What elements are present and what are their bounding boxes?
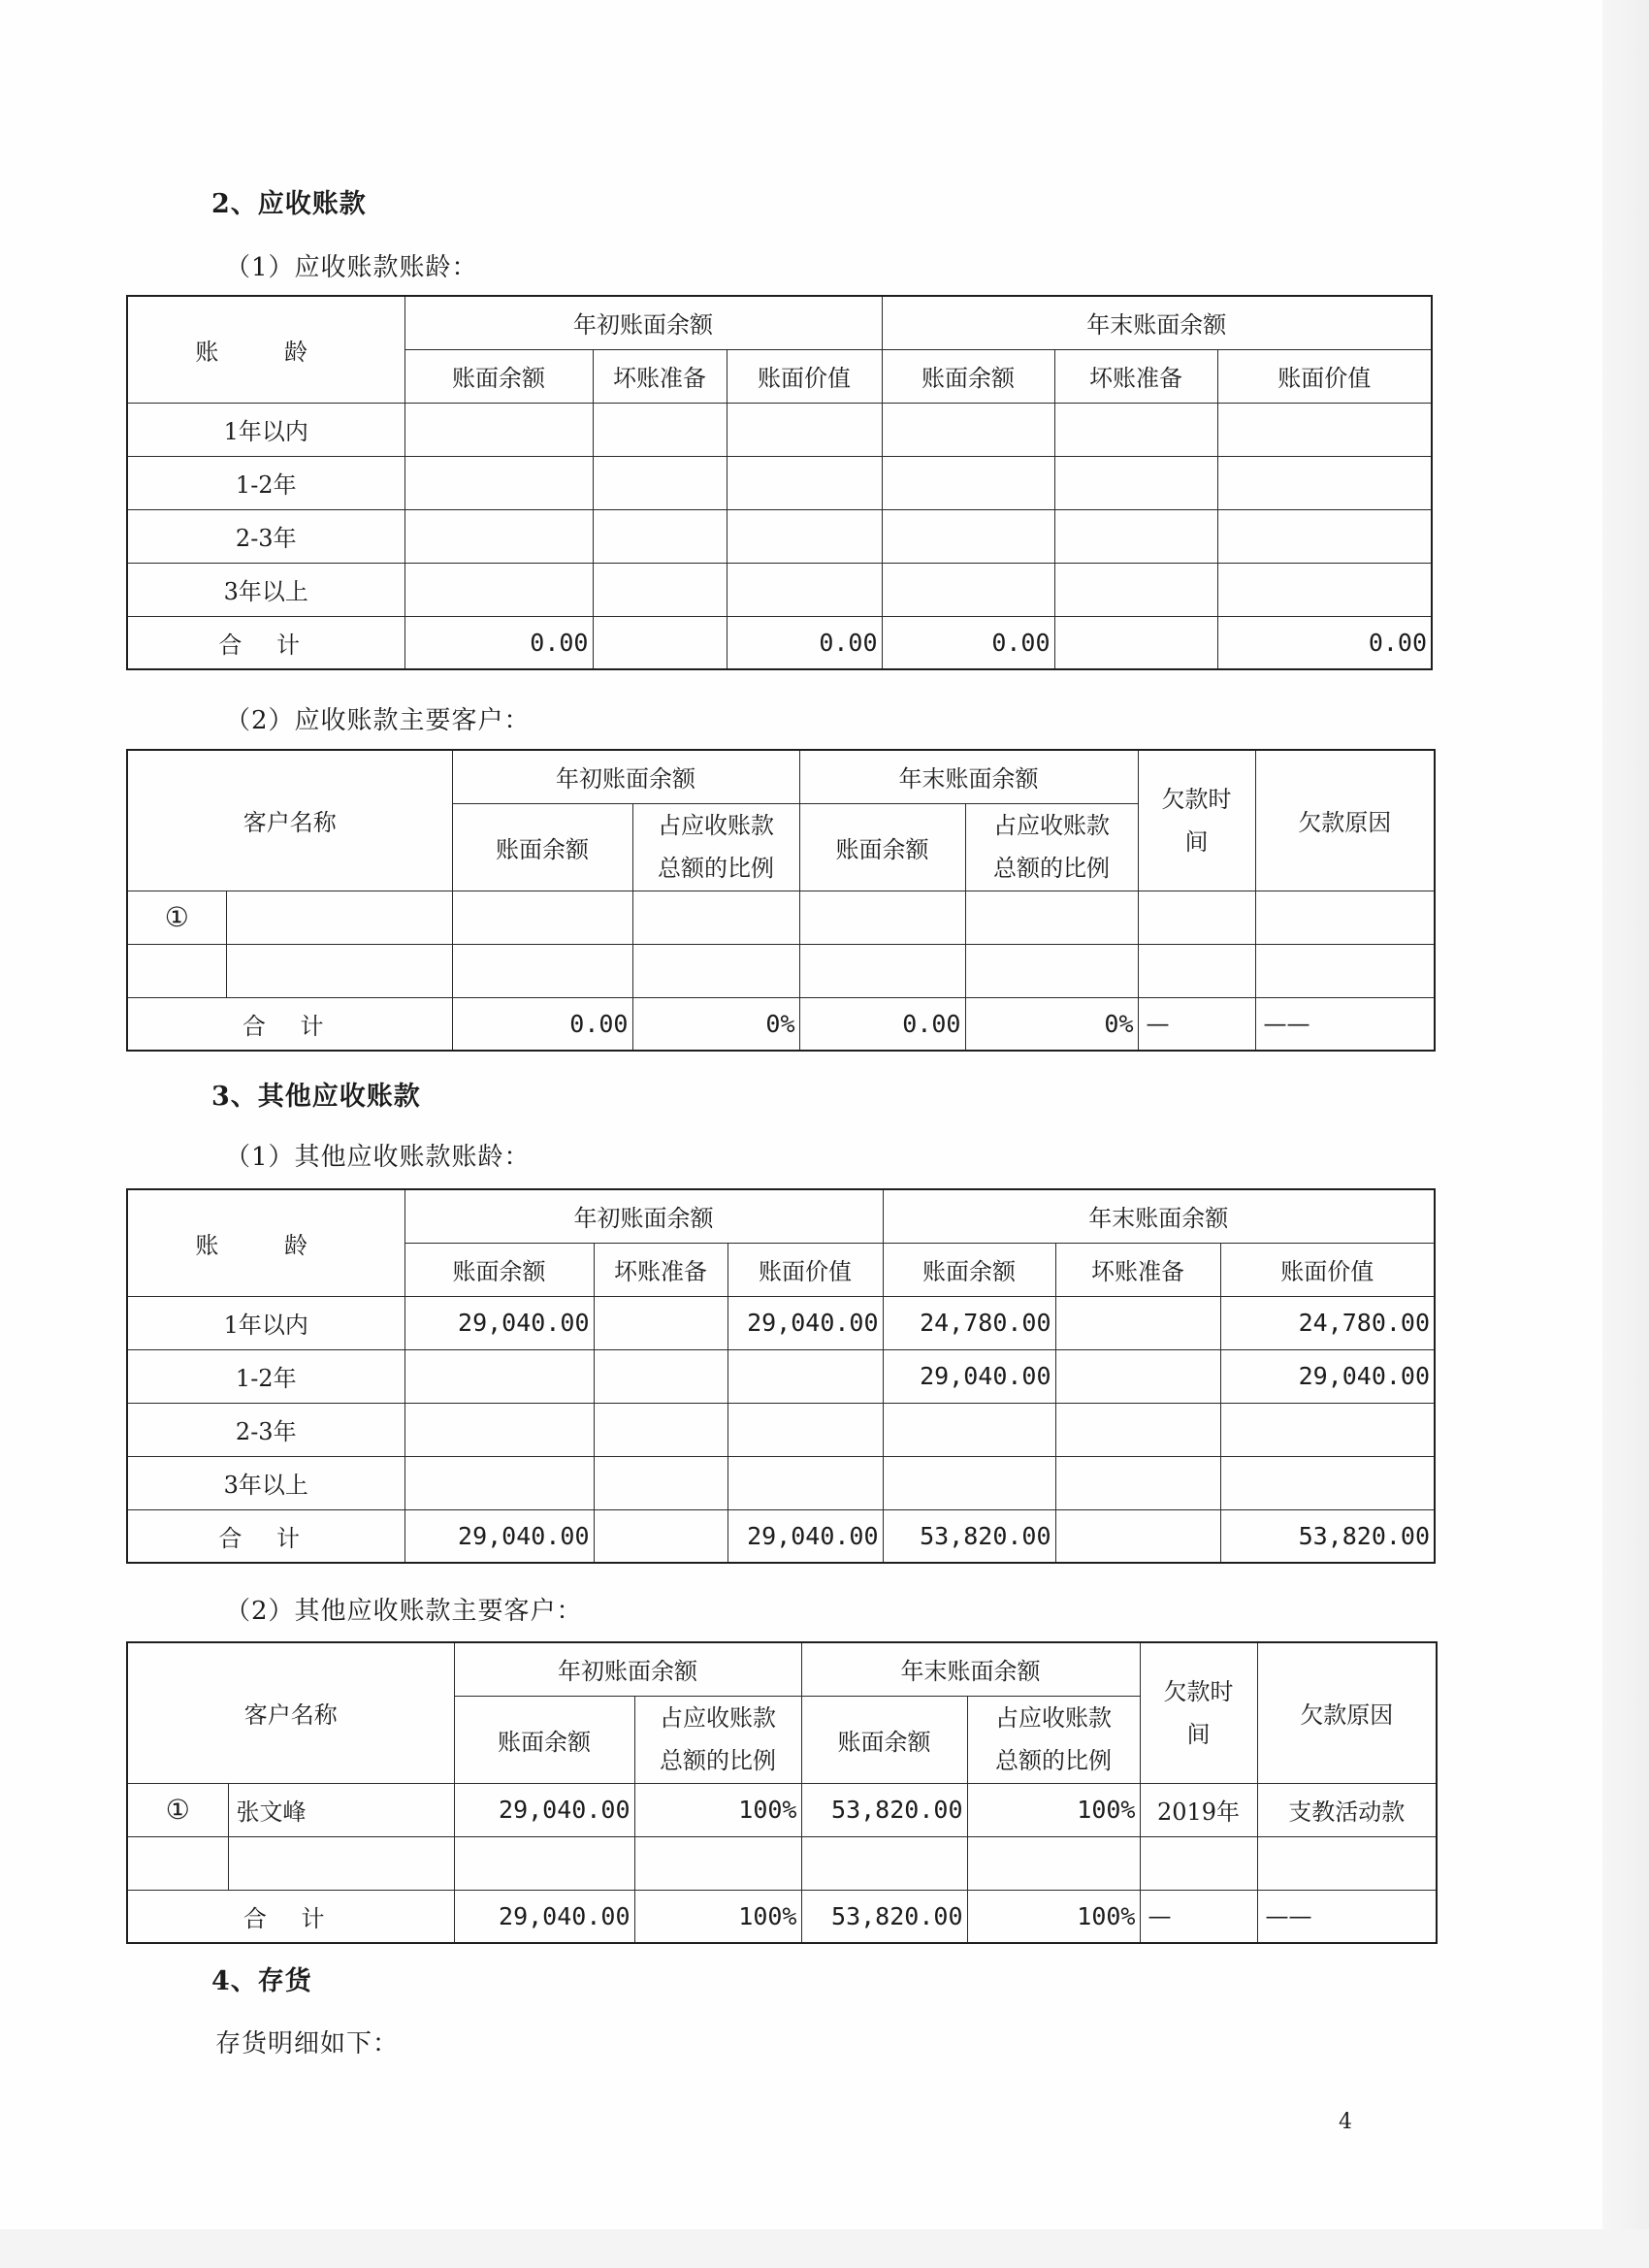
time-header: 欠款时 间 <box>1138 750 1255 891</box>
age-header: 账 龄 <box>127 1189 404 1296</box>
cell: 2019年 <box>1140 1783 1257 1836</box>
col-book-value: 账面价值 <box>727 349 882 403</box>
section-2-sub1: （1）应收账款账龄： <box>225 253 478 282</box>
col-bad-debt: 坏账准备 <box>594 1243 728 1296</box>
total-cell: 53,820.00 <box>883 1509 1055 1563</box>
cell <box>883 1456 1055 1509</box>
total-row <box>127 997 1435 1051</box>
cell <box>883 1403 1055 1456</box>
time-header: 欠款时 间 <box>1140 1642 1257 1783</box>
col-balance: 账面余额 <box>404 349 593 403</box>
total-label: 合 计 <box>127 616 404 669</box>
cell <box>404 1403 594 1456</box>
total-cell: 29,040.00 <box>728 1509 883 1563</box>
cell: 100% <box>634 1783 801 1836</box>
age-label: 1年以内 <box>127 1296 404 1349</box>
total-cell: 0.00 <box>882 616 1054 669</box>
begin-header: 年初账面余额 <box>404 296 882 349</box>
cell: 支教活动款 <box>1257 1783 1437 1836</box>
table-row <box>127 1783 1437 1836</box>
section-4-text: 存货明细如下： <box>215 2029 400 2058</box>
reason-header: 欠款原因 <box>1255 750 1435 891</box>
row-number: ① <box>127 891 226 944</box>
total-cell: 29,040.00 <box>454 1890 634 1943</box>
end-header: 年末账面余额 <box>882 296 1432 349</box>
total-cell: 100% <box>634 1890 801 1943</box>
end-header: 年末账面余额 <box>883 1189 1435 1243</box>
total-cell: 0% <box>965 997 1138 1051</box>
page-number: 4 <box>1339 2110 1352 2134</box>
cell: 29,040.00 <box>883 1349 1055 1403</box>
section-3-heading: 3、其他应收账款 <box>211 1082 421 1112</box>
oar-customer-table <box>126 1641 1438 1944</box>
cell: 29,040.00 <box>728 1296 883 1349</box>
begin-header: 年初账面余额 <box>454 1642 801 1696</box>
total-cell: —— <box>1257 1890 1437 1943</box>
row-number: ① <box>127 1783 228 1836</box>
col-book-value: 账面价值 <box>728 1243 883 1296</box>
section-2-heading: 2、应收账款 <box>211 189 367 219</box>
cell <box>1220 1403 1435 1456</box>
total-cell: 0.00 <box>452 997 632 1051</box>
cell <box>1220 1456 1435 1509</box>
ar-customer-table <box>126 749 1436 1052</box>
total-label: 合 计 <box>127 1890 454 1943</box>
cell: 53,820.00 <box>801 1783 967 1836</box>
col-bad-debt: 坏账准备 <box>1054 349 1217 403</box>
cell <box>728 1456 883 1509</box>
col-balance: 账面余额 <box>404 1243 594 1296</box>
scan-bottom-edge <box>0 2229 1649 2268</box>
total-row <box>127 1509 1435 1563</box>
total-row <box>127 616 1432 669</box>
col-balance: 账面余额 <box>882 349 1054 403</box>
total-cell: 29,040.00 <box>404 1509 594 1563</box>
table-row <box>127 1296 1435 1349</box>
col-book-value: 账面价值 <box>1217 349 1432 403</box>
col-bad-debt: 坏账准备 <box>593 349 727 403</box>
total-cell: 0% <box>632 997 799 1051</box>
customer-header: 客户名称 <box>127 1642 454 1783</box>
age-label: 3年以上 <box>127 563 404 616</box>
cell <box>728 1403 883 1456</box>
col-ratio: 占应收账款 总额的比例 <box>632 803 799 891</box>
table-row <box>127 563 1432 616</box>
col-balance: 账面余额 <box>452 803 632 891</box>
col-balance: 账面余额 <box>801 1696 967 1783</box>
total-cell: — <box>1138 997 1255 1051</box>
ar-age-table <box>126 295 1433 670</box>
total-cell: — <box>1140 1890 1257 1943</box>
table-row <box>127 1349 1435 1403</box>
cell: 29,040.00 <box>1220 1349 1435 1403</box>
total-cell: 0.00 <box>799 997 965 1051</box>
table-row <box>127 403 1432 456</box>
cell: 24,780.00 <box>883 1296 1055 1349</box>
total-cell: 0.00 <box>727 616 882 669</box>
table-row <box>127 944 1435 997</box>
total-label: 合 计 <box>127 1509 404 1563</box>
table-row <box>127 1403 1435 1456</box>
cell <box>728 1349 883 1403</box>
begin-header: 年初账面余额 <box>452 750 799 803</box>
reason-header: 欠款原因 <box>1257 1642 1437 1783</box>
total-cell: 0.00 <box>404 616 593 669</box>
total-cell: 100% <box>967 1890 1140 1943</box>
col-balance: 账面余额 <box>799 803 965 891</box>
age-header: 账 龄 <box>127 296 404 403</box>
age-label: 2-3年 <box>127 1403 404 1456</box>
col-book-value: 账面价值 <box>1220 1243 1435 1296</box>
age-label: 1年以内 <box>127 403 404 456</box>
total-label: 合 计 <box>127 997 452 1051</box>
total-cell: 53,820.00 <box>801 1890 967 1943</box>
cell: 24,780.00 <box>1220 1296 1435 1349</box>
age-label: 2-3年 <box>127 509 404 563</box>
col-ratio: 占应收账款 总额的比例 <box>634 1696 801 1783</box>
age-label: 1-2年 <box>127 1349 404 1403</box>
cell <box>404 1456 594 1509</box>
section-3-sub1: （1）其他应收账款账龄： <box>225 1143 531 1172</box>
total-cell: 0.00 <box>1217 616 1432 669</box>
customer-header: 客户名称 <box>127 750 452 891</box>
total-row <box>127 1890 1437 1943</box>
col-bad-debt: 坏账准备 <box>1055 1243 1220 1296</box>
customer-name: 张文峰 <box>228 1783 454 1836</box>
table-row <box>127 456 1432 509</box>
col-ratio: 占应收账款 总额的比例 <box>967 1696 1140 1783</box>
age-label: 3年以上 <box>127 1456 404 1509</box>
cell: 100% <box>967 1783 1140 1836</box>
cell: 29,040.00 <box>454 1783 634 1836</box>
end-header: 年末账面余额 <box>799 750 1138 803</box>
section-3-sub2: （2）其他应收账款主要客户： <box>225 1597 583 1626</box>
end-header: 年末账面余额 <box>801 1642 1140 1696</box>
table-row <box>127 1836 1437 1890</box>
age-label: 1-2年 <box>127 456 404 509</box>
section-2-sub2: （2）应收账款主要客户： <box>225 706 531 735</box>
table-row <box>127 1456 1435 1509</box>
col-ratio: 占应收账款 总额的比例 <box>965 803 1138 891</box>
table-row <box>127 509 1432 563</box>
section-4-heading: 4、存货 <box>211 1966 312 1996</box>
scan-edge <box>1602 0 1649 2268</box>
col-balance: 账面余额 <box>883 1243 1055 1296</box>
begin-header: 年初账面余额 <box>404 1189 883 1243</box>
table-row <box>127 891 1435 944</box>
total-cell: —— <box>1255 997 1435 1051</box>
oar-age-table <box>126 1188 1436 1564</box>
total-cell: 53,820.00 <box>1220 1509 1435 1563</box>
col-balance: 账面余额 <box>454 1696 634 1783</box>
cell <box>404 1349 594 1403</box>
cell: 29,040.00 <box>404 1296 594 1349</box>
